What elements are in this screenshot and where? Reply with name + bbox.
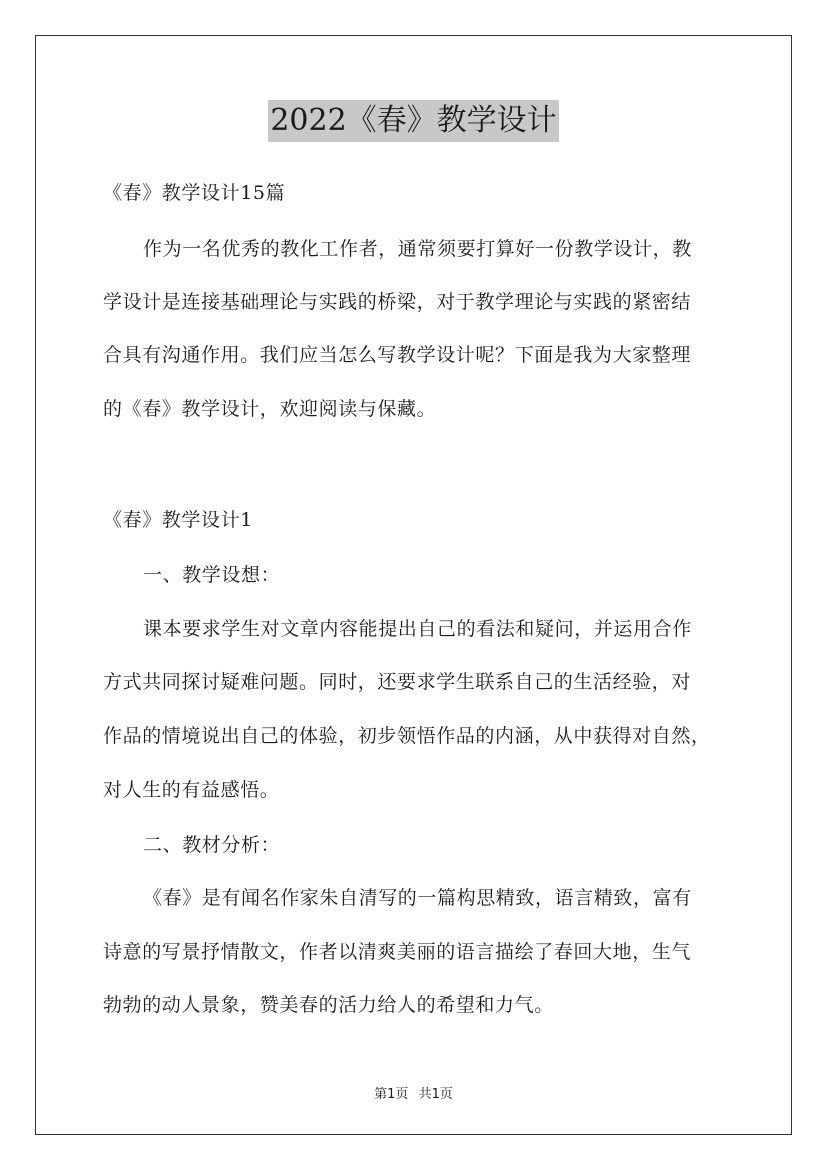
subsection-heading: 二、教材分析：: [143, 834, 281, 856]
page-number: 第1页: [374, 1087, 409, 1102]
title-container: [0, 100, 827, 142]
paragraph-line: 《春》是有闻名作家朱自清写的一篇构思精致，语言精致，富有: [143, 887, 692, 909]
paragraph-line: 的《春》教学设计，欢迎阅读与保藏。: [103, 398, 437, 420]
subtitle-line: 《春》教学设计15篇: [103, 182, 286, 204]
subsection-heading: 一、教学设想：: [143, 564, 281, 586]
paragraph-line: 合具有沟通作用。我们应当怎么写教学设计呢？下面是我为大家整理: [103, 344, 692, 366]
page-total: 共1页: [418, 1087, 453, 1102]
paragraph-line: 学设计是连接基础理论与实践的桥梁，对于教学理论与实践的紧密结: [103, 291, 692, 313]
paragraph-line: 勃勃的动人景象，赞美春的活力给人的希望和力气。: [103, 994, 554, 1016]
paragraph-line: 课本要求学生对文章内容能提出自己的看法和疑问，并运用合作: [143, 618, 692, 640]
paragraph-line: 作品的情境说出自己的体验，初步领悟作品的内涵，从中获得对自然，: [103, 725, 711, 747]
paragraph-line: 诗意的写景抒情散文，作者以清爽美丽的语言描绘了春回大地，生气: [103, 941, 692, 963]
section-heading: 《春》教学设计1: [103, 509, 253, 531]
page-footer: [0, 1083, 827, 1102]
paragraph-line: 作为一名优秀的教化工作者，通常须要打算好一份教学设计，教: [143, 238, 692, 260]
paragraph-line: 对人生的有益感悟。: [103, 779, 280, 801]
paragraph-line: 方式共同探讨疑难问题。同时，还要求学生联系自己的生活经验，对: [103, 671, 692, 693]
document-title: 2022《春》教学设计: [268, 100, 558, 142]
